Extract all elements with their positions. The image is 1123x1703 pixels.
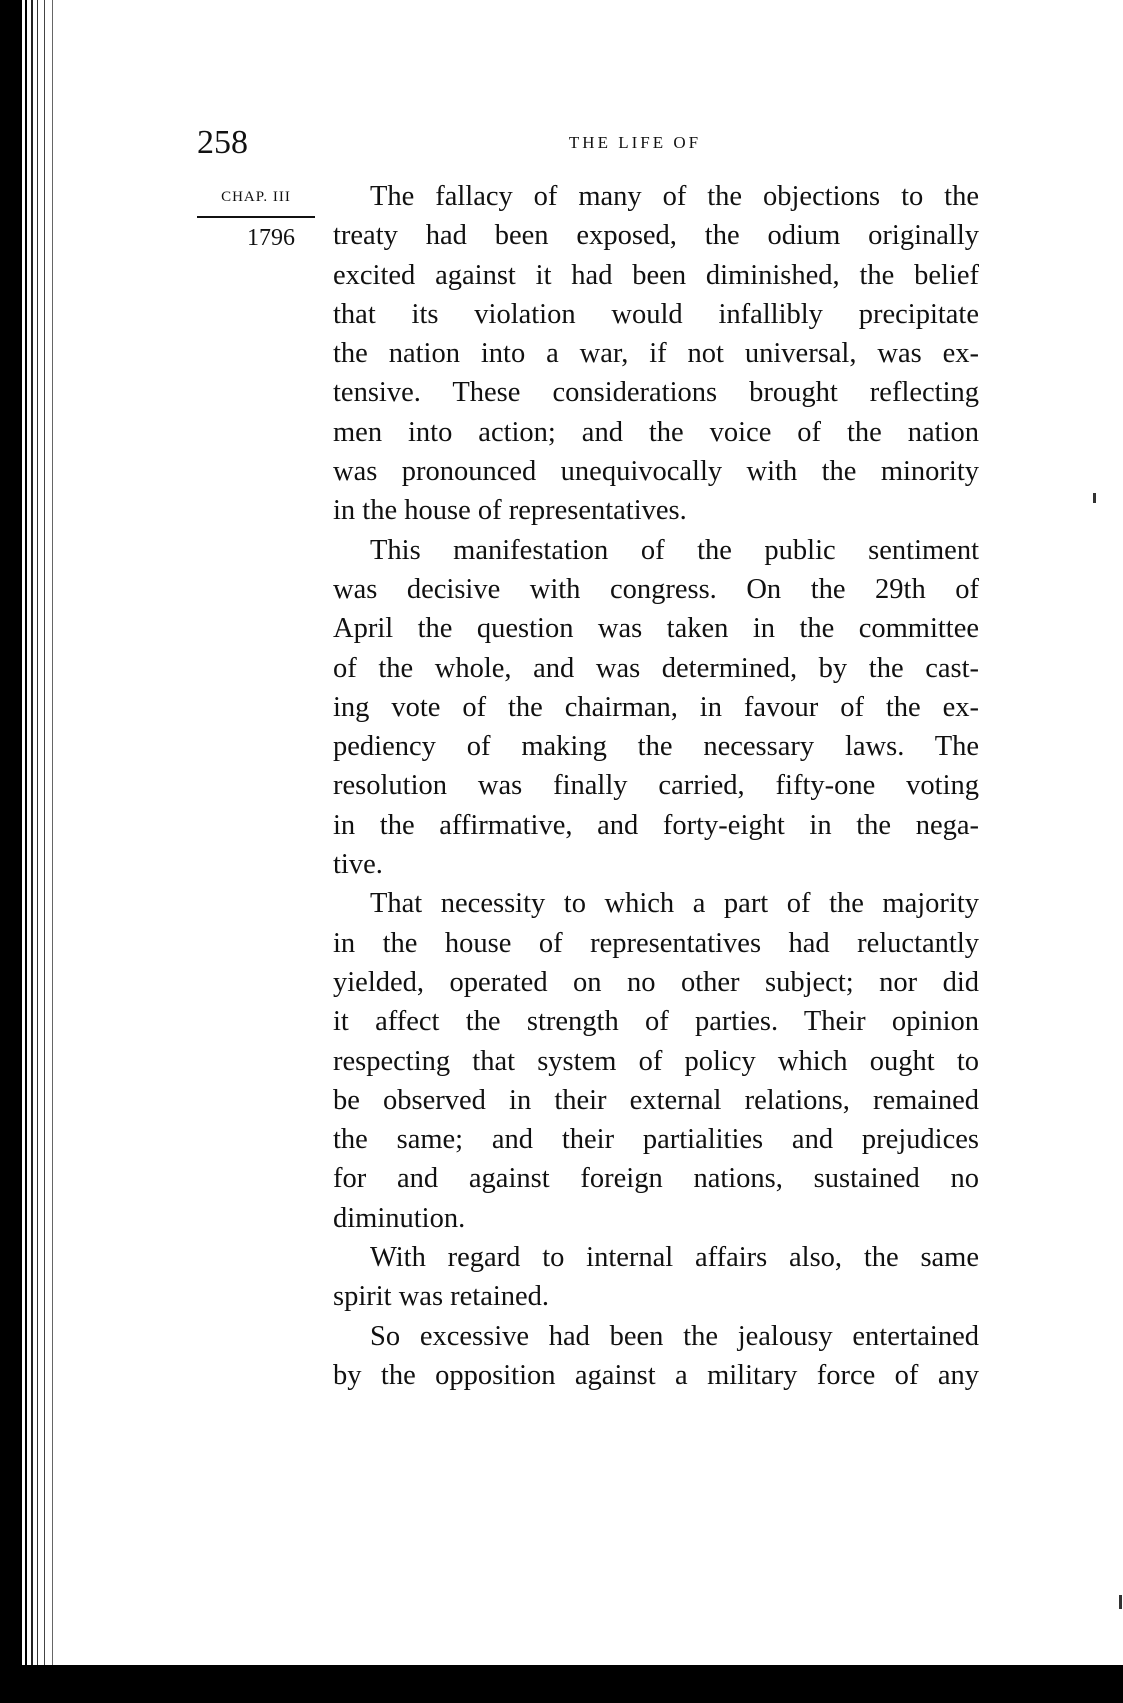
text-line: treaty had been exposed, the odium originally	[333, 220, 979, 252]
text-line: The fallacy of many of the objections to the	[370, 181, 979, 212]
text-line: was pronounced unequivocally with the minority	[333, 456, 979, 488]
text-line: excited against it had been diminished, the belief	[333, 259, 979, 291]
text-line: men into action; and the voice of the nation	[333, 416, 979, 448]
scan-speck	[1119, 1595, 1122, 1609]
text-line: With regard to internal affairs also, the same	[370, 1242, 979, 1274]
text-line: for and against foreign nations, sustained no	[333, 1163, 979, 1195]
text-line: in the affirmative, and forty-eight in the nega-	[333, 809, 979, 841]
text-line: the same; and their partialities and prejudices	[333, 1124, 979, 1156]
text-line: resolution was finally carried, fifty-one voting	[333, 770, 979, 802]
text-line: that its violation would infallibly precipitate	[333, 298, 979, 330]
text-line: pediency of making the necessary laws. The	[333, 731, 979, 763]
text-line: April the question was taken in the committee	[333, 613, 979, 645]
text-line: tensive. These considerations brought reflecting	[333, 377, 979, 409]
text-line: in the house of representatives.	[333, 495, 687, 527]
text-line: This manifestation of the public sentiment	[370, 534, 979, 566]
text-line: tive.	[333, 849, 383, 881]
page-number: 258	[197, 124, 248, 161]
text-line: be observed in their external relations, remained	[333, 1084, 979, 1116]
text-line: the nation into a war, if not universal, was ex-	[333, 338, 979, 370]
text-line: in the house of representatives had reluctantly	[333, 927, 979, 959]
text-line: yielded, operated on no other subject; nor did	[333, 966, 979, 998]
running-title: THE LIFE OF	[568, 133, 702, 152]
margin-rule	[197, 216, 315, 218]
text-line: of the whole, and was determined, by the cast-	[333, 652, 979, 684]
margin-year: 1796	[247, 225, 295, 251]
book-binding-edge	[0, 0, 60, 1703]
margin-chapter: CHAP. III	[221, 189, 291, 205]
text-line: it affect the strength of parties. Their opinion	[333, 1006, 979, 1038]
text-line: ing vote of the chairman, in favour of the ex-	[333, 691, 979, 723]
text-line: spirit was retained.	[333, 1281, 550, 1313]
text-line: was decisive with congress. On the 29th of	[333, 573, 979, 605]
text-line: So excessive had been the jealousy entertained	[370, 1320, 979, 1352]
body-text	[333, 177, 979, 1395]
text-line: That necessity to which a part of the majority	[370, 888, 979, 920]
text-line: diminution.	[333, 1202, 466, 1234]
text-line: by the opposition against a military force of any	[333, 1359, 979, 1391]
scan-bottom-edge	[0, 1665, 1123, 1703]
scan-speck	[1093, 493, 1096, 503]
text-line: respecting that system of policy which ought to	[333, 1045, 979, 1077]
